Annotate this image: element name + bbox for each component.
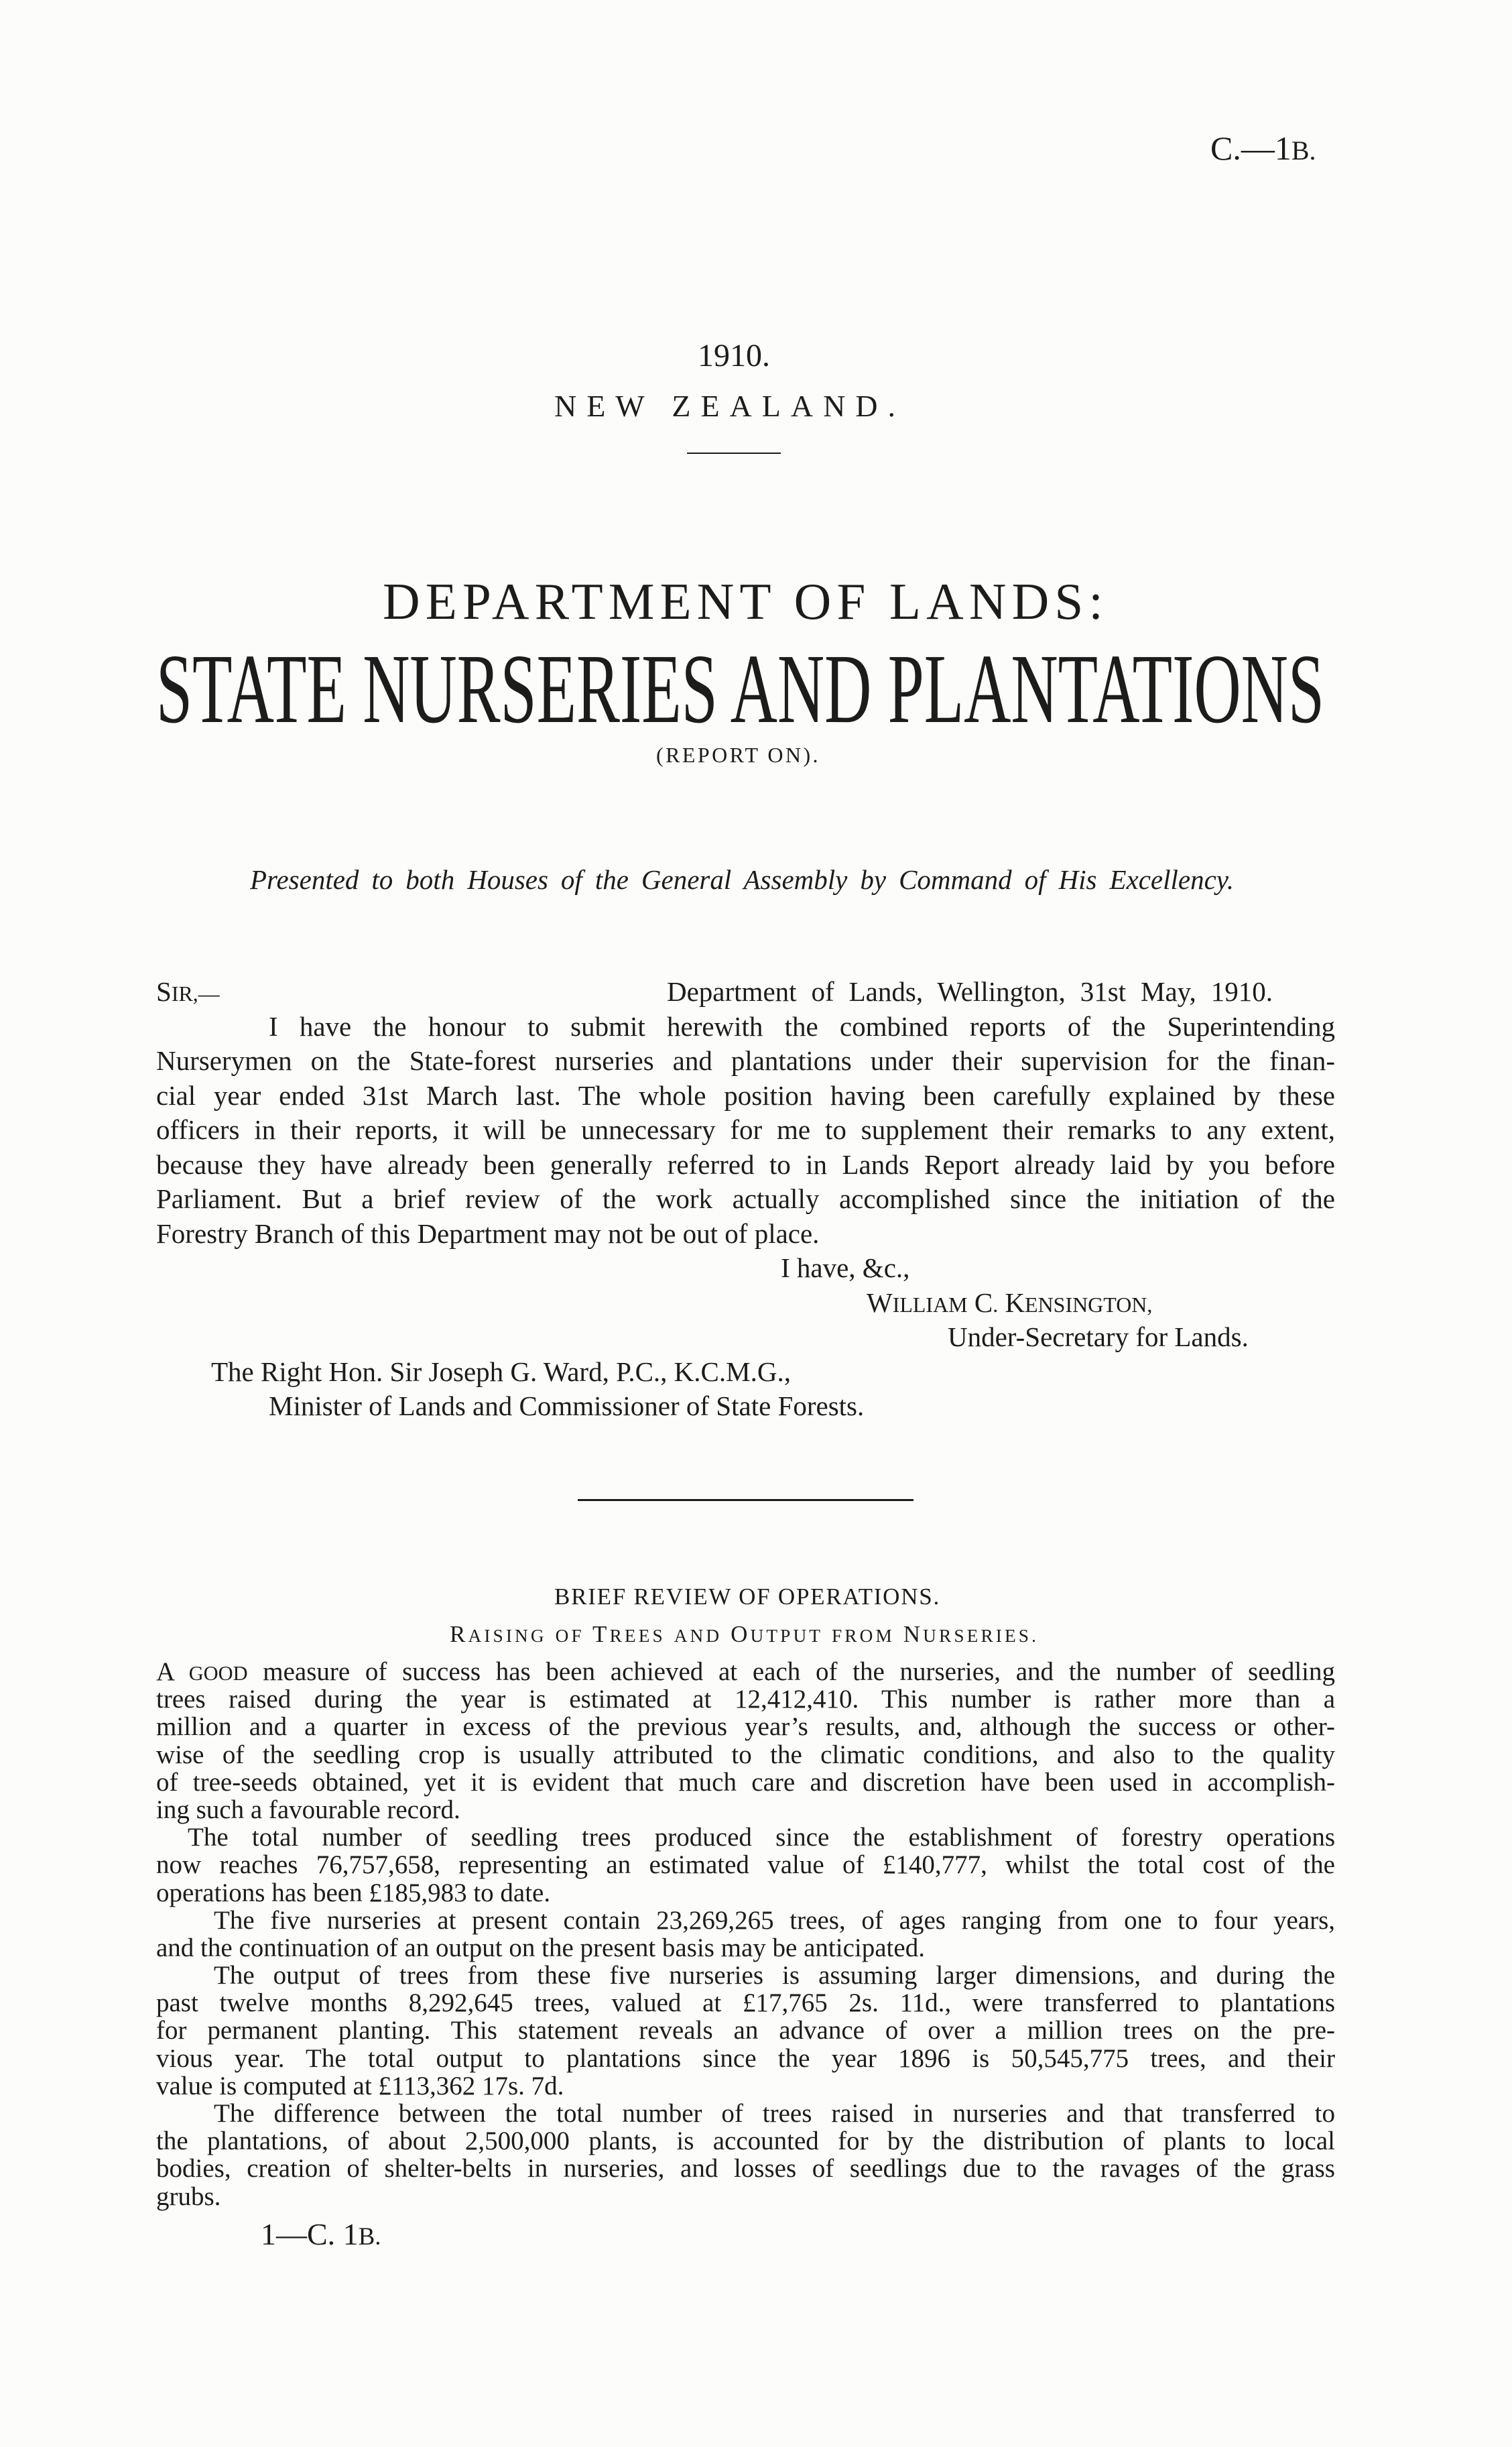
- small-caps-run: UTPUT: [750, 1626, 824, 1646]
- review-line: operations has been £185,983 to date.: [156, 1878, 551, 1907]
- addressee-name: The Right Hon. Sir Joseph G. Ward, P.C., K.C.M.G.,: [211, 1356, 791, 1387]
- page-title: [156, 632, 1324, 746]
- review-line: ing such a favourable record.: [156, 1795, 460, 1824]
- small-caps-run: AND: [674, 1626, 722, 1646]
- section-divider: [578, 1499, 914, 1501]
- small-caps-run: OF: [555, 1626, 584, 1646]
- document-reference: [1210, 129, 1316, 170]
- title-divider: [687, 453, 781, 454]
- footer-suffix: B.: [358, 2222, 381, 2250]
- presentation-note-text: Presented to both Houses of the General Assembly by Command of His Excellency.: [250, 864, 1234, 895]
- report-subtitle-text: (REPORT ON).: [656, 743, 820, 767]
- review-lead: A GOOD: [156, 1657, 248, 1686]
- presentation-note: [250, 862, 1234, 897]
- review-line: The difference between the total number of trees raised in nurseries and that transferred to: [214, 2099, 1335, 2128]
- letter-dateline: Department of Lands, Wellington, 31st May, 1910.: [667, 976, 1273, 1007]
- letter-closing: I have, &c.,: [781, 1252, 910, 1283]
- covering-letter: [156, 975, 1335, 1424]
- department-text: DEPARTMENT OF LANDS:: [383, 573, 1109, 630]
- letter-line: Nurserymen on the State-forest nurseries and plantations under their supervision for the finan-: [156, 1045, 1335, 1076]
- review-line-text: measure of success has been achieved at each of the nurseries, and the number of seedling: [263, 1657, 1336, 1686]
- review-line: of tree-seeds obtained, yet it is evident that much care and discretion have been used in accomplish-: [156, 1767, 1335, 1797]
- section-subheading: [450, 1620, 1039, 1649]
- review-line: for permanent planting. This statement reveals an advance of over a million trees on the pre-: [156, 2016, 1335, 2045]
- review-line: vious year. The total output to plantations since the year 1896 is 50,545,775 trees, and their: [156, 2043, 1335, 2073]
- signatory-title: Under-Secretary for Lands.: [948, 1321, 1249, 1352]
- letter-header-row: [156, 975, 1335, 1010]
- addressee-title: Minister of Lands and Commissioner of State Forests.: [269, 1390, 865, 1421]
- review-line: The five nurseries at present contain 23,269,265 trees, of ages ranging from one to four years,: [214, 1905, 1335, 1935]
- review-line: wise of the seedling crop is usually attributed to the climatic conditions, and also to the quality: [156, 1740, 1335, 1769]
- country-heading: [554, 389, 905, 424]
- department-heading: [383, 571, 1109, 632]
- review-line: million and a quarter in excess of the previous year’s results, and, although the success or other-: [156, 1712, 1335, 1742]
- review-line: [156, 1658, 1335, 1685]
- small-caps-run: FROM: [832, 1626, 895, 1646]
- small-caps-run: REES: [609, 1626, 666, 1646]
- review-line: The output of trees from these five nurseries is assuming larger dimensions, and during the: [214, 1961, 1335, 1990]
- country-text: NEW ZEALAND.: [554, 389, 905, 423]
- review-line: The total number of seedling trees produced since the establishment of forestry operations: [188, 1823, 1335, 1852]
- review-line: past twelve months 8,292,645 trees, valued at £17,765 2s. 11d., were transferred to plantations: [156, 1988, 1335, 2018]
- section-heading-text: BRIEF REVIEW OF OPERATIONS.: [554, 1584, 940, 1610]
- small-caps-run: ILLIAM: [892, 1293, 968, 1317]
- review-line: value is computed at £113,362 17s. 7d.: [156, 2071, 564, 2100]
- review-line: and the continuation of an output on the present basis may be anticipated.: [156, 1933, 925, 1962]
- signatory-name: WILLIAM C. KENSINGTON,: [867, 1287, 1153, 1318]
- review-line: now reaches 76,757,658, representing an estimated value of £140,777, whilst the total cost of the: [156, 1850, 1335, 1880]
- report-subtitle: [656, 740, 820, 770]
- report-year: 1910.: [698, 338, 770, 373]
- small-caps-run: ENSINGTON,: [1025, 1293, 1153, 1317]
- letter-line: because they have already been generally referred to in Lands Report already laid by you before: [156, 1148, 1335, 1180]
- small-caps-run: URSERIES.: [923, 1626, 1039, 1646]
- footer-code: 1—C. 1: [261, 2217, 359, 2251]
- page-title-text: STATE NURSERIES AND PLANTATIONS: [156, 634, 1324, 744]
- reference-code: C.—1: [1210, 129, 1292, 167]
- page-footer: [261, 2217, 381, 2254]
- review-line: the plantations, of about 2,500,000 plants, is accounted for by the distribution of plants to local: [156, 2127, 1335, 2156]
- review-line: grubs.: [156, 2182, 221, 2211]
- letter-line: cial year ended 31st March last. The whole position having been carefully explained by these: [156, 1079, 1335, 1111]
- small-caps-run: GOOD: [188, 1662, 248, 1685]
- salutation: SIR,—: [156, 976, 220, 1007]
- letter-line: I have the honour to submit herewith the combined reports of the Superintending: [269, 1010, 1335, 1042]
- reference-suffix: B.: [1291, 135, 1316, 166]
- section-heading: [554, 1582, 940, 1612]
- review-line: bodies, creation of shelter-belts in nurseries, and losses of seedlings due to the ravages of the grass: [156, 2154, 1335, 2184]
- small-caps-run: .: [993, 1293, 999, 1317]
- small-caps-run: AISING: [468, 1626, 547, 1646]
- letter-line: Parliament. But a brief review of the work actually accomplished since the initiation of the: [156, 1183, 1335, 1214]
- signatory-row: [156, 1286, 1335, 1321]
- letter-line: Forestry Branch of this Department may not be out of place.: [156, 1217, 820, 1249]
- letter-line: officers in their reports, it will be unnecessary for me to supplement their remarks to any extent,: [156, 1114, 1335, 1145]
- small-caps-run: IR,—: [171, 982, 220, 1006]
- review-body: [156, 1658, 1335, 2210]
- section-subheading-text: RAISING OF TREES AND OUTPUT FROM NURSERIES.: [450, 1621, 1039, 1647]
- review-line: trees raised during the year is estimated at 12,412,410. This number is rather more than a: [156, 1685, 1335, 1714]
